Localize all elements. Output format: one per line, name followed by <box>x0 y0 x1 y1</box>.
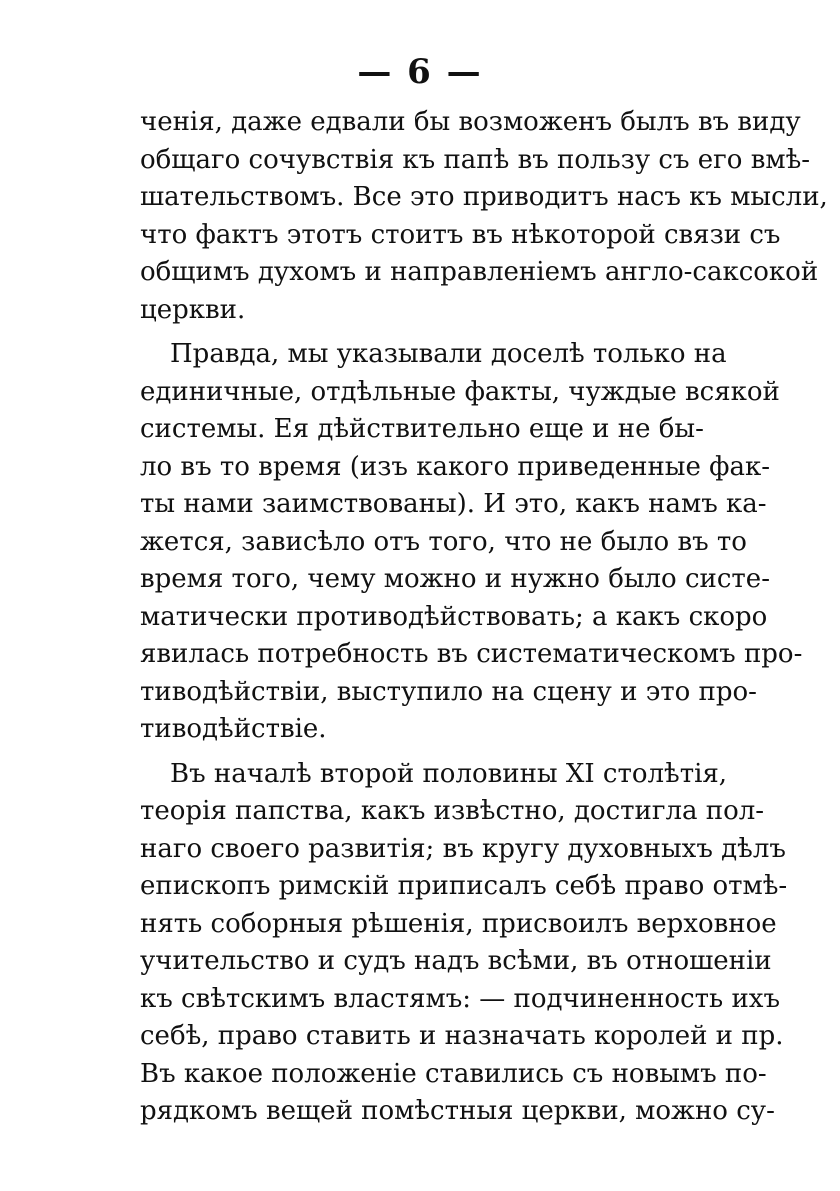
text-line: Въ какое положеніе ставились съ новымъ по- <box>140 1058 767 1089</box>
text-line: тиводѣйствіи, выступило на сцену и это про- <box>140 676 757 707</box>
text-line: рядкомъ вещей помѣстныя церкви, можно су- <box>140 1096 775 1126</box>
text-line: единичные, отдѣльные факты, чуждые всякой <box>140 376 780 407</box>
text-line: теорія папства, какъ извѣстно, достигла пол- <box>140 796 765 826</box>
paragraph-1 <box>140 104 828 329</box>
text-line: ты нами заимствованы). И это, какъ намъ ка- <box>140 489 767 519</box>
text-line: епископъ римскій приписалъ себѣ право отмѣ- <box>140 871 788 901</box>
text-line: явилась потребность въ систематическомъ про- <box>140 639 803 669</box>
text-line: наго своего развитія; въ кругу духовныхъ дѣлъ <box>140 833 786 864</box>
text-line: жется, зависѣло отъ того, что не было въ то <box>140 526 747 557</box>
text-line: общимъ духомъ и направленіемъ англо-саксокой <box>140 257 819 287</box>
text-line: нять соборныя рѣшенія, присвоилъ верховное <box>140 908 777 939</box>
paragraph-spacer <box>140 329 700 336</box>
text-line: ченія, даже едвали бы возможенъ былъ въ виду <box>140 107 801 137</box>
page-number: — 6 — <box>357 52 483 92</box>
paragraph-2 <box>140 336 803 749</box>
text-line: что фактъ этотъ стоитъ въ нѣкоторой связи съ <box>140 219 781 250</box>
text-line: ло въ то время (изъ какого приведенные фак- <box>140 451 771 482</box>
text-line: къ свѣтскимъ властямъ: — подчиненность ихъ <box>140 983 780 1014</box>
text-line: шательствомъ. Все это приводитъ насъ къ мысли, <box>140 182 828 212</box>
text-line: системы. Ея дѣйствительно еще и не бы- <box>140 414 704 444</box>
text-line: себѣ, право ставить и назначать королей и пр. <box>140 1021 784 1051</box>
text-line: учительство и судъ надъ всѣми, въ отношеніи <box>140 946 772 976</box>
body-text <box>140 104 828 1131</box>
paragraph-3 <box>140 756 788 1131</box>
text-line: тиводѣйствіе. <box>140 714 327 744</box>
text-line: Въ началѣ второй половины XI столѣтія, <box>170 758 728 789</box>
text-line: матически противодѣйствовать; а какъ скоро <box>140 601 768 632</box>
text-line: время того, чему можно и нужно было систе- <box>140 564 770 594</box>
paragraph-spacer <box>140 749 700 756</box>
text-line: Правда, мы указывали доселѣ только на <box>170 339 727 369</box>
text-line: общаго сочувствія къ папѣ въ пользу съ его вмѣ- <box>140 144 811 175</box>
text-line: церкви. <box>140 294 246 325</box>
